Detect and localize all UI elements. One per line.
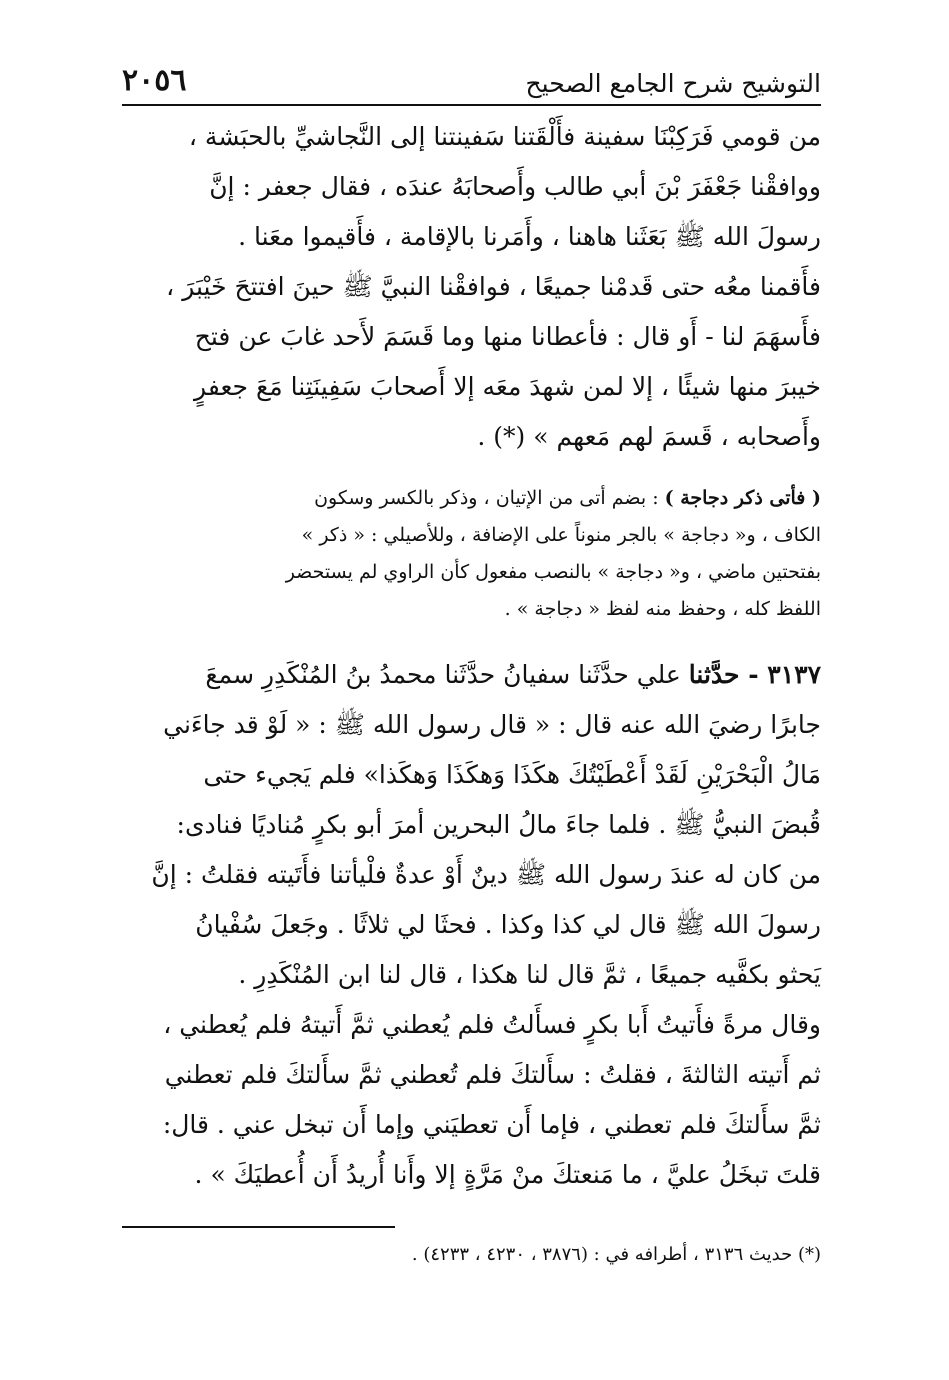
commentary-line: اللفظ كله ، وحفظ منه لفظ « دجاجة » . (504, 598, 821, 620)
text-line: فأَقمنا معُه حتى قَدمْنا جميعًا ، فوافقْنا النبيَّ ﷺ حينَ افتتحَ خَيْبَرَ ، (166, 272, 821, 301)
footnote (122, 1238, 821, 1272)
text-line: وأَصحابه ، قَسمَ لهم مَعهم » (*) . (477, 422, 821, 451)
hadith-number: ٣١٣٧ - حدَّثنا (688, 660, 821, 689)
commentary-text: : بضم أتى من الإتيان ، وذكر بالكسر وسكون (314, 487, 665, 509)
hadith-line: وقال مرةً فأَتيتُ أَبا بكرٍ فسأَلتُ فلم يُعطني ثمَّ أَتيتهُ فلم يُعطني ، (163, 1010, 821, 1039)
footnote-text: (*) حديث ٣١٣٦ ، أطرافه في : (٣٨٧٦ ، ٤٢٣٠ ، ٤٢٣٣) . (411, 1244, 821, 1265)
commentary-line (122, 480, 821, 517)
main-text-paragraph (122, 112, 821, 462)
text-line: رسولَ الله ﷺ بَعَثَنا هاهنا ، وأَمَرنا بالإقامة ، فأَقيموا معَنا . (238, 222, 821, 251)
text-line: من قومي فَرَكِبْنَا سفينة فأَلْقَتنا سَفينتنا إلى النَّجاشيِّ بالحبَشة ، (188, 122, 821, 151)
hadith-line: قلتَ تبخَلُ عليَّ ، ما مَنعتكَ منْ مَرَّةٍ إلا وأَنا أُريدُ أَن أُعطيَكَ » . (194, 1160, 821, 1189)
hadith-line: من كان له عندَ رسول الله ﷺ دينٌ أَوْ عدةٌ فلْيأتنا فأَتَيته فقلتُ : إنَّ (151, 860, 821, 889)
text-line: ووافقْنا جَعْفَرَ بْنَ أبي طالب وأَصحابَهُ عندَه ، فقال جعفر : إنَّ (209, 172, 821, 201)
hadith-first-line-text: علي حدَّثَنا سفيانُ حدَّثَنا محمدُ بنُ المُنْكَدِرِ سمعَ (205, 660, 689, 689)
commentary-line: الكاف ، و« دجاجة » بالجر منوناً على الإضافة ، وللأصيلي : « ذكر » (301, 524, 821, 546)
hadith-line: جابرًا رضيَ الله عنه قال : « قال رسول الله ﷺ : « لَوْ قد جاءَني (163, 710, 821, 739)
commentary-heading: ( فأتى ذكر دجاجة ) (664, 487, 821, 509)
hadith-line: يَحثو بكفَّيه جميعًا ، ثمَّ قال لنا هكذا ، قال لنا ابن المُنْكَدِرِ . (238, 960, 821, 989)
hadith-line: رسولَ الله ﷺ قال لي كذا وكذا . فحثَا لي ثلاثًا . وجَعلَ سُفْيانُ (195, 910, 821, 939)
hadith-line: قُبضَ النبيُّ ﷺ . فلما جاءَ مالُ البحرين أمرَ أبو بكرٍ مُناديًا فنادى: (176, 810, 821, 839)
hadith-line: ثم أَتيته الثالثةَ ، فقلتُ : سأَلتكَ فلم تُعطني ثمَّ سأَلتكَ فلم تعطني (164, 1060, 821, 1089)
text-line: خيبرَ منها شيئًا ، إلا لمن شهدَ معَه إلا أَصحابَ سَفِينَتِنا مَعَ جعفرٍ (194, 372, 821, 401)
hadith-paragraph (122, 650, 821, 1200)
hadith-first-line (122, 650, 821, 700)
running-title: التوشيح شرح الجامع الصحيح (525, 69, 821, 98)
commentary-line: بفتحتين ماضي ، و« دجاجة » بالنصب مفعول كأن الراوي لم يستحضر (285, 561, 821, 583)
commentary-block (122, 480, 821, 628)
footnote-divider (122, 1226, 395, 1228)
text-line: فأَسهَمَ لنا - أَو قال : فأعطانا منها وما قَسَمَ لأَحد غابَ عن فتح (194, 322, 821, 351)
hadith-line: مَالُ الْبَحْرَيْنِ لَقَدْ أَعْطَيْتُكَ هكَذَا وَهكَذَا وَهكَذا» فلم يَجيء حتى (203, 760, 821, 789)
hadith-line: ثمَّ سأَلتكَ فلم تعطني ، فإما أَن تعطيَني وإما أَن تبخل عني . قال: (162, 1110, 821, 1139)
page-number: ٢٠٥٦ (122, 63, 187, 98)
page-header (122, 62, 821, 106)
